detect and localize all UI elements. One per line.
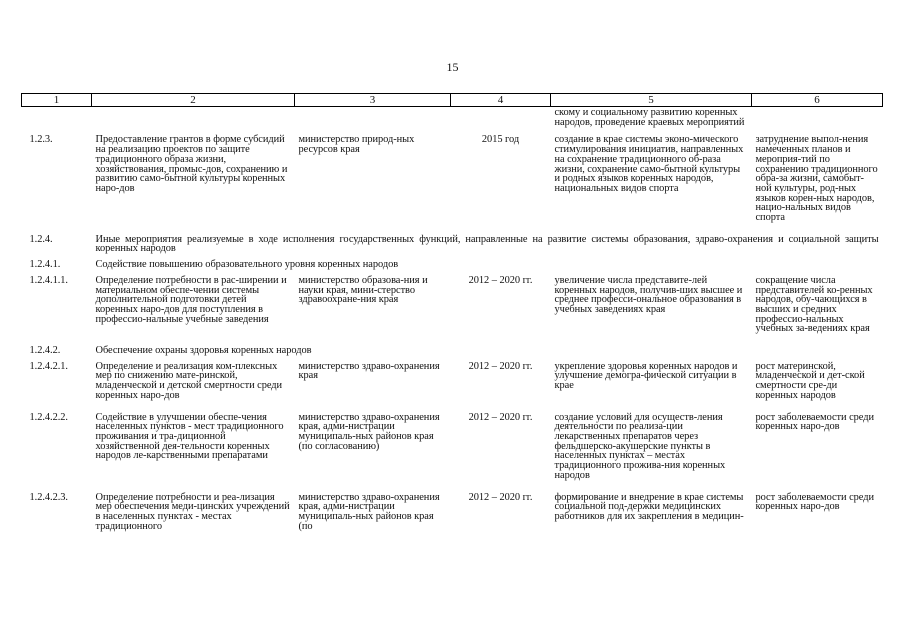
event-cell: Определение потребности в рас-ширении и материальном обеспе-чении системы дополнительной подготовки детей коренных наро-дов для поступления в профессио-нальные учебные заведения [95, 274, 287, 325]
header-cell: 4 [451, 94, 551, 107]
item-number: 1.2.4.2.2. [29, 411, 68, 423]
event-cell: Содействие в улучшении обеспе-чения населенных пунктов - мест традиционного проживания и тра-диционной хозяйственной дея-тельности коренных народов ле-карственными препаратами [95, 411, 284, 462]
event-cell: Предоставление грантов в форме субсидий на реализацию проектов по защите традиционного образа жизни, хозяйствования, промыс-дов, сохранению и развитию само-бытной культуры коренных наро-дов [95, 134, 288, 194]
executor-cell: министерство здраво-охранения края, адми-нистрации муниципаль-ных районов края (по [298, 491, 440, 532]
result-cell: создание условий для осуществ-ления деятельности по реализа-ции лекарственных препаратов через фельдшерско-акушерские пункты в населенных пунктах – местах традиционного прожива-ния коренных народов [554, 411, 726, 481]
risk-cell: рост заболеваемости среди коренных наро-дов [755, 411, 874, 433]
risk-cell: затруднение выпол-нения намеченных планов и мероприя-тий по сохранению традиционного обра-за жизни, самобыт-ной культуры, род-ных языков корен-ных народов, нацио-нальных видов спорта [755, 134, 878, 224]
measures-table [21, 93, 883, 531]
section-number: 1.2.4.2. [29, 345, 61, 357]
header-cell: 6 [752, 94, 883, 107]
table-row [22, 493, 883, 532]
section-row [22, 346, 883, 362]
result-cell: создание в крае системы эконо-мического стимулирования инициатив, направленных на сохранение традиционного об-раза жизни, сохранение само-бытной культуры и родных языков коренных народов, национальных видов спорта [554, 134, 744, 194]
header-cell: 2 [92, 94, 295, 107]
term-cell: 2012 – 2020 гг. [468, 274, 533, 286]
section-number: 1.2.4. [29, 233, 53, 245]
risk-cell: сокращение числа представителей ко-ренных народов, обу-чающихся в высших и средних профессио-нальных учебных за-ведениях края [755, 274, 873, 335]
event-cell: Определение и реализация ком-плексных мер по снижению мате-ринской, младенческой и детской смертности среди коренных наро-дов [95, 360, 283, 401]
executor-cell: министерство здраво-охранения края, адми-нистрации муниципаль-ных районов края (по согласованию) [298, 411, 440, 452]
term-cell: 2012 – 2020 гг. [468, 411, 533, 423]
item-number: 1.2.4.2.3. [29, 491, 68, 503]
page-number: 15 [446, 60, 459, 74]
result-cell: скому и социальному развитию коренных народов, проведение краевых мероприятий [554, 107, 745, 128]
header-cell: 5 [551, 94, 752, 107]
table-row [22, 413, 883, 493]
table-row [22, 135, 883, 234]
result-cell: укрепление здоровья коренных народов и улучшение демогра-фической ситуации в крае [554, 360, 738, 392]
term-cell: 2012 – 2020 гг. [468, 360, 533, 372]
executor-cell: министерство здраво-охранения края [298, 360, 440, 382]
header-cell: 3 [295, 94, 451, 107]
header-row [22, 94, 883, 107]
header-cell: 1 [22, 94, 92, 107]
section-title: Обеспечение охраны здоровья коренных народов [95, 345, 312, 357]
term-cell: 2012 – 2020 гг. [468, 491, 533, 503]
risk-cell: рост заболеваемости среди коренных наро-дов [755, 491, 874, 513]
section-title: Иные мероприятия реализуемые в ходе исполнения государственных функций, направленные на развитие системы образования, здраво-охранения и социальной защиты коренных народов [95, 233, 879, 255]
risk-cell: рост материнской, младенческой и дет-ской смертности сре-ди коренных народов [755, 360, 865, 401]
event-cell: Определение потребности и реа-лизация мер обеспечения меди-цинских учреждений в населенных пунктах - местах традиционного [95, 491, 290, 532]
continuation-row [22, 107, 883, 136]
table-row [22, 276, 883, 346]
section-row [22, 235, 883, 260]
item-number: 1.2.4.1.1. [29, 274, 68, 286]
result-cell: формирование и внедрение в крае системы социальной под-держки медицинских работников для их закрепления в медицин- [554, 491, 744, 522]
section-row [22, 260, 883, 276]
term-cell: 2015 год [481, 134, 520, 146]
section-title: Содействие повышению образовательного уровня коренных народов [95, 259, 399, 271]
table-row [22, 362, 883, 413]
item-number: 1.2.3. [29, 134, 53, 146]
section-number: 1.2.4.1. [29, 259, 61, 271]
executor-cell: министерство образова-ния и науки края, мини-стерство здравоохране-ния края [298, 274, 428, 306]
executor-cell: министерство природ-ных ресурсов края [298, 134, 415, 156]
result-cell: увеличение числа представите-лей коренных народов, получив-ших высшее и среднее професси-ональное образования в учебных заведениях края [554, 274, 743, 315]
item-number: 1.2.4.2.1. [29, 360, 68, 372]
